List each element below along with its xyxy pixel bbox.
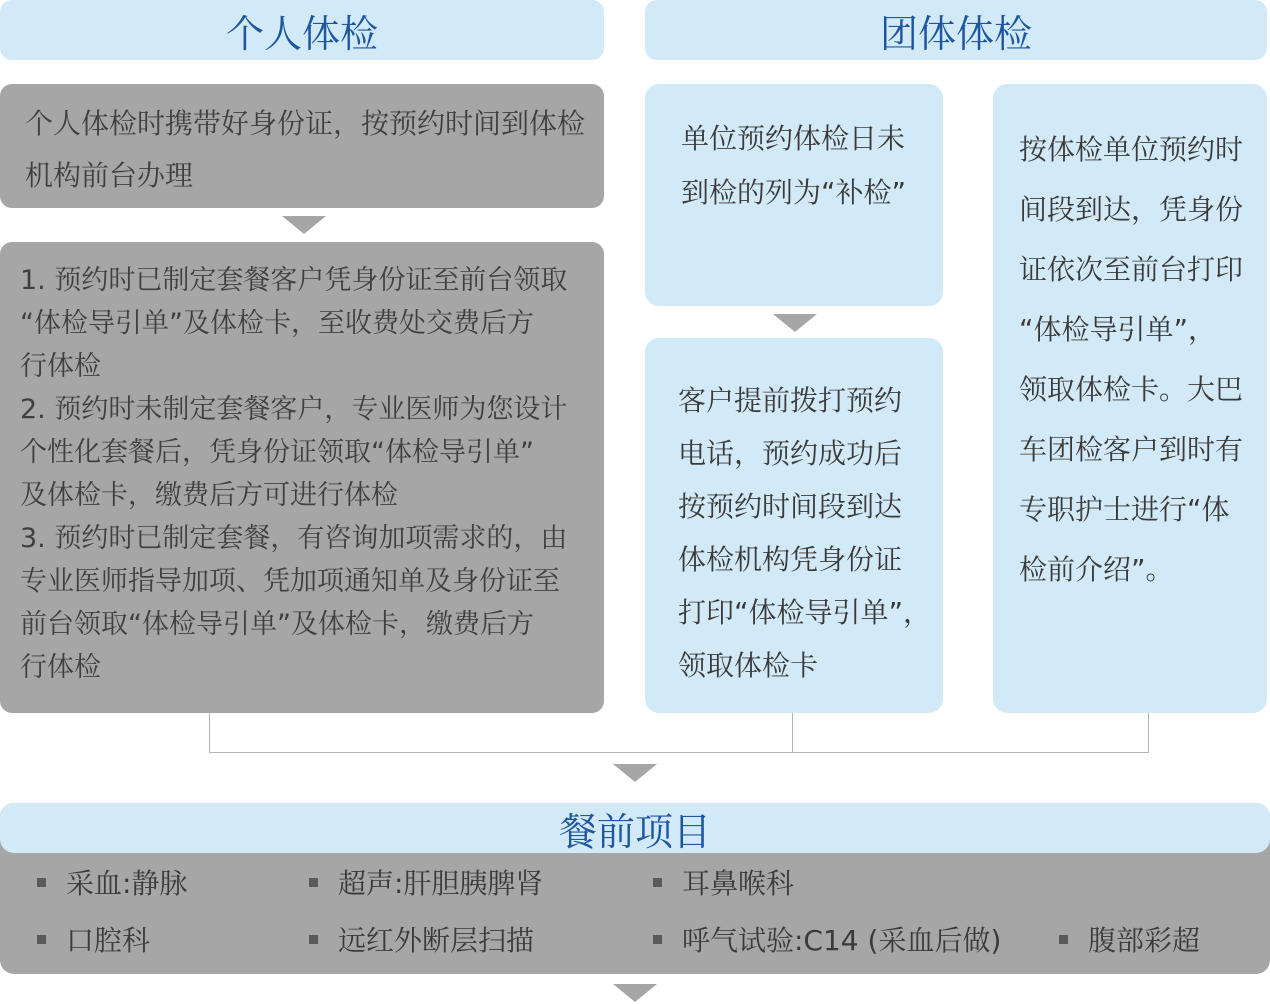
personal-step2-line: 2. 预约时未制定套餐客户，专业医师为您设计 bbox=[20, 394, 568, 425]
personal-step2-line: 前台领取“体检导引单”及体检卡，缴费后方 bbox=[20, 609, 534, 640]
fasting-item bbox=[309, 862, 543, 902]
connector-line bbox=[792, 713, 793, 753]
group-phone-line: 电话，预约成功后 bbox=[678, 437, 903, 470]
connector-line bbox=[209, 713, 210, 753]
bullet-icon bbox=[653, 935, 662, 944]
arrow-down-icon bbox=[282, 216, 326, 234]
fasting-item-label: 采血:静脉 bbox=[66, 867, 188, 900]
group-unit-line: 专职护士进行“体 bbox=[1019, 493, 1230, 526]
group-unit-box bbox=[993, 84, 1267, 713]
fasting-item-label: 腹部彩超 bbox=[1088, 924, 1201, 957]
personal-step1-box bbox=[0, 84, 604, 208]
fasting-item bbox=[1059, 919, 1200, 959]
group-unit-line: 检前介绍”。 bbox=[1019, 553, 1174, 586]
personal-step2-line: 专业医师指导加项、凭加项通知单及身份证至 bbox=[20, 566, 560, 597]
personal-step2-line: “体检导引单”及体检卡，至收费处交费后方 bbox=[20, 308, 534, 339]
fasting-item-label: 超声:肝胆胰脾肾 bbox=[338, 867, 544, 900]
group-unit-line: 间段到达，凭身份 bbox=[1019, 193, 1244, 226]
group-phone-line: 体检机构凭身份证 bbox=[678, 543, 903, 576]
group-phone-line: 打印“体检导引单”， bbox=[678, 596, 932, 629]
connector-line bbox=[209, 752, 1149, 753]
group-phone-line: 客户提前拨打预约 bbox=[678, 384, 903, 417]
personal-step2-line: 行体检 bbox=[20, 351, 101, 382]
group-makeup-line: 单位预约体检日未 bbox=[681, 122, 906, 155]
personal-step2-line: 1. 预约时已制定套餐客户凭身份证至前台领取 bbox=[20, 265, 568, 296]
bullet-icon bbox=[309, 935, 318, 944]
personal-step2-line: 行体检 bbox=[20, 652, 101, 683]
arrow-down-icon bbox=[613, 984, 657, 1002]
personal-step2-line: 个性化套餐后，凭身份证领取“体检导引单” bbox=[20, 437, 534, 468]
personal-step2-box bbox=[0, 242, 604, 713]
group-unit-line: 证依次至前台打印 bbox=[1019, 253, 1244, 286]
fasting-item-label: 口腔科 bbox=[66, 924, 151, 957]
connector-line bbox=[1148, 713, 1149, 753]
fasting-item-label: 远红外断层扫描 bbox=[338, 924, 535, 957]
arrow-down-icon bbox=[773, 314, 817, 332]
group-unit-line: 车团检客户到时有 bbox=[1019, 433, 1244, 466]
personal-step2-line: 3. 预约时已制定套餐，有咨询加项需求的，由 bbox=[20, 523, 568, 554]
bullet-icon bbox=[653, 878, 662, 887]
group-phone-box bbox=[645, 338, 943, 713]
personal-step1-line: 机构前台办理 bbox=[25, 159, 194, 192]
group-makeup-box bbox=[645, 84, 943, 306]
bullet-icon bbox=[309, 878, 318, 887]
header-personal-label: 个人体检 bbox=[225, 11, 378, 56]
header-group-label: 团体体检 bbox=[879, 11, 1032, 56]
group-unit-line: 领取体检卡。大巴 bbox=[1019, 373, 1244, 406]
group-phone-line: 领取体检卡 bbox=[678, 649, 819, 682]
fasting-item bbox=[37, 862, 187, 902]
personal-step1-line: 个人体检时携带好身份证，按预约时间到体检 bbox=[25, 107, 586, 140]
header-personal bbox=[0, 0, 604, 60]
group-makeup-line: 到检的列为“补检” bbox=[681, 176, 907, 209]
fasting-item bbox=[653, 862, 794, 902]
fasting-item bbox=[37, 919, 150, 959]
header-fasting-label: 餐前项目 bbox=[558, 809, 711, 854]
fasting-item bbox=[653, 919, 1001, 959]
bullet-icon bbox=[37, 878, 46, 887]
group-phone-line: 按预约时间段到达 bbox=[678, 490, 903, 523]
bullet-icon bbox=[37, 935, 46, 944]
header-group bbox=[645, 0, 1267, 60]
fasting-item-label: 呼气试验:C14 (采血后做) bbox=[682, 924, 1002, 957]
group-unit-line: “体检导引单”， bbox=[1019, 313, 1217, 346]
arrow-down-icon bbox=[613, 764, 657, 782]
header-fasting bbox=[0, 803, 1270, 853]
fasting-item bbox=[309, 919, 534, 959]
bullet-icon bbox=[1059, 935, 1068, 944]
group-unit-line: 按体检单位预约时 bbox=[1019, 133, 1244, 166]
personal-step2-line: 及体检卡，缴费后方可进行体检 bbox=[20, 480, 398, 511]
fasting-item-label: 耳鼻喉科 bbox=[682, 867, 795, 900]
